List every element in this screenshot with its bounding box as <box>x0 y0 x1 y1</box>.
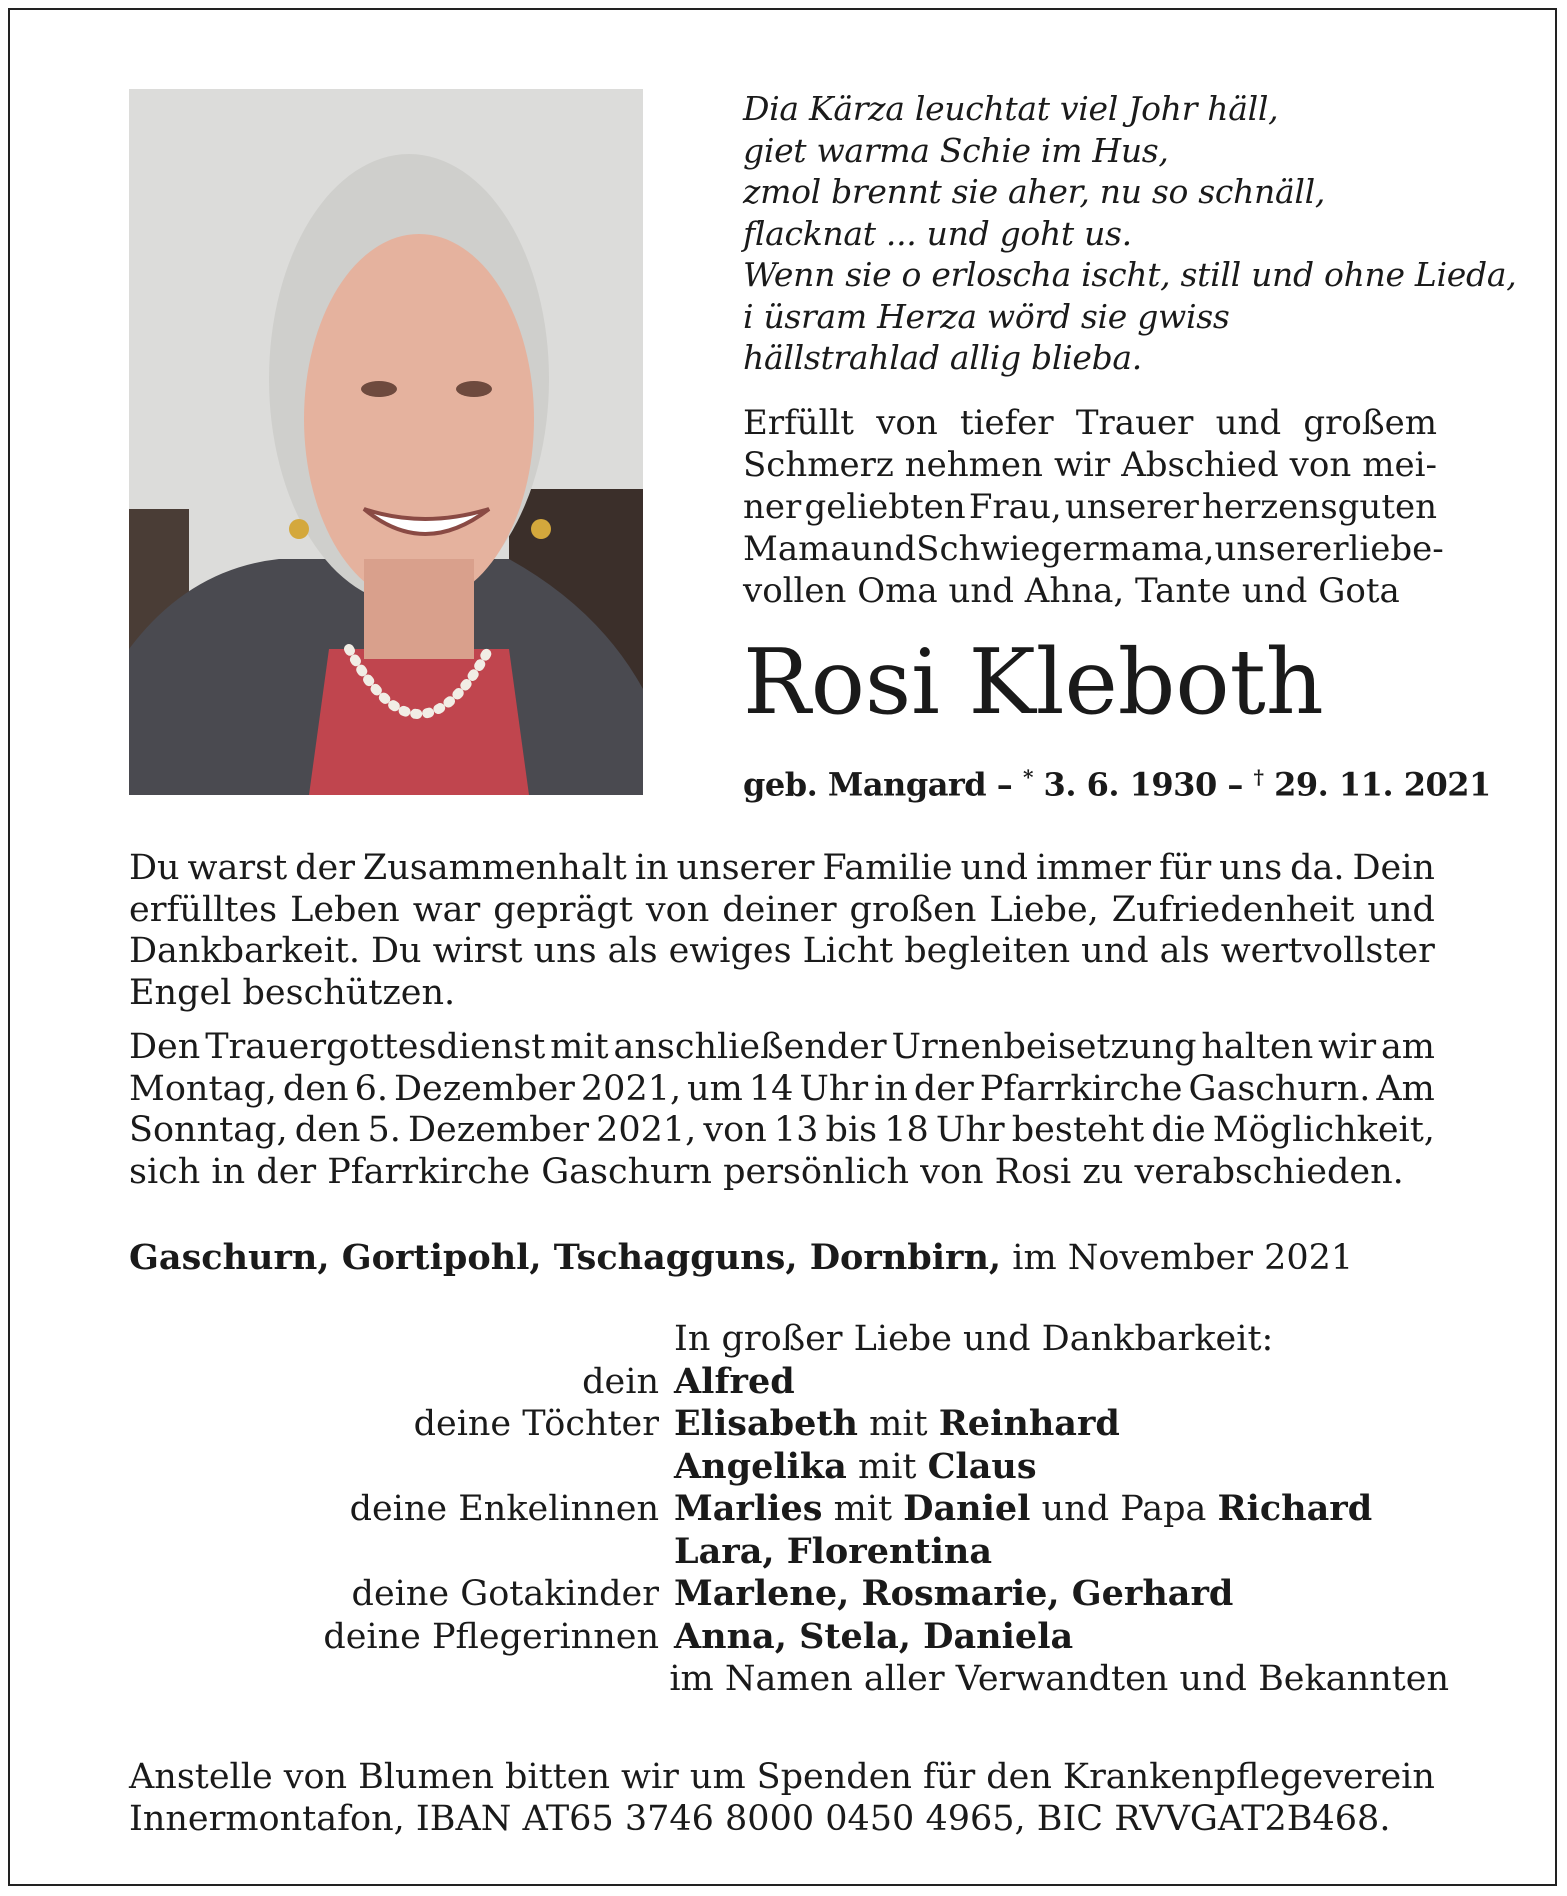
word: großem <box>1303 403 1437 443</box>
relative-name: Reinhard <box>938 1403 1120 1444</box>
family-heading: In großer Liebe und Dankbarkeit: <box>674 1319 1274 1359</box>
word: wir <box>1318 1027 1377 1067</box>
word: Montag, <box>129 1068 277 1109</box>
word: mei- <box>1362 445 1437 485</box>
word: den <box>986 1757 1052 1797</box>
tribute-paragraph <box>129 848 1435 1014</box>
towns: Gaschurn, Gortipohl, Tschagguns, Dornbirn, <box>129 1237 1002 1278</box>
poem-line: Wenn sie o erloscha ischt, still und ohne Lieda, <box>743 255 1517 294</box>
paragraph-line <box>129 848 1435 890</box>
blouse <box>309 649 529 795</box>
word: Dezember <box>393 1068 575 1109</box>
relation-label: dein <box>582 1361 659 1402</box>
word: Trauergottesdienst <box>205 1027 546 1067</box>
connector-text: mit <box>846 1446 928 1487</box>
family-row <box>129 1446 1449 1489</box>
word: Pfarrkirche <box>979 1068 1183 1109</box>
family-heading-row <box>129 1318 1449 1361</box>
word: um <box>687 1068 743 1109</box>
portrait-photo-icon <box>129 89 643 795</box>
word: wertvollster <box>1220 931 1435 971</box>
word: Gaschurn. <box>1188 1068 1371 1109</box>
maiden-name: geb. Mangard – <box>743 765 1013 804</box>
donation-note <box>129 1757 1435 1840</box>
portrait-photo <box>129 89 643 795</box>
family-list <box>129 1318 1449 1701</box>
word: Zufriedenheit <box>1111 889 1355 930</box>
neck <box>364 559 474 659</box>
relative-names <box>674 1446 1449 1489</box>
word: uns <box>533 931 597 971</box>
word: Abschied <box>1121 445 1279 485</box>
poem-line: flacknat ... und goht us. <box>743 213 1132 253</box>
relative-names <box>669 1658 1449 1701</box>
word: 2021, <box>596 1110 697 1150</box>
deceased-name: Rosi Kleboth <box>743 630 1324 735</box>
word: der <box>295 848 355 888</box>
family-row <box>129 1531 1449 1574</box>
word: und <box>850 529 917 569</box>
connector-text: mit <box>822 1489 904 1529</box>
relation-label: deine Töchter <box>413 1404 659 1444</box>
intro-line <box>743 528 1444 570</box>
word: wirst <box>432 931 523 971</box>
word: uns <box>1219 848 1283 888</box>
word: Zusammenhalt <box>362 848 627 888</box>
word: 5. <box>367 1110 401 1150</box>
relative-name: Richard <box>1217 1488 1373 1529</box>
relative-name: Alfred <box>674 1360 795 1402</box>
earring-right <box>531 519 551 539</box>
relative-names <box>674 1531 1449 1574</box>
intro-line <box>743 486 1437 528</box>
word: als <box>607 931 658 971</box>
relative-name: Anna, Stela, Daniela <box>674 1615 1074 1657</box>
word: 14 <box>748 1068 794 1109</box>
family-row <box>129 1573 1449 1616</box>
word: mit <box>550 1027 609 1067</box>
word: Sonntag, <box>129 1110 288 1150</box>
word: von <box>283 1757 348 1797</box>
word: Blumen <box>358 1757 494 1797</box>
word: ner <box>743 487 802 527</box>
connector-text: im Namen aller Verwandten und Bekannten <box>669 1659 1449 1699</box>
word: anschließender <box>613 1027 887 1067</box>
word: immer <box>1036 848 1152 888</box>
word: den <box>294 1110 361 1150</box>
relative-names <box>674 1361 1449 1404</box>
died-symbol: † <box>1253 765 1264 789</box>
face <box>304 234 534 604</box>
family-rows <box>129 1361 1449 1701</box>
relative-name: Claus <box>927 1445 1037 1487</box>
word: und <box>960 848 1029 888</box>
word: besteht <box>1011 1110 1145 1150</box>
word: unserer <box>1064 487 1199 527</box>
word: Uhr <box>935 1110 1005 1150</box>
poem-line: giet warma Schie im Hus, <box>743 130 1169 170</box>
family-row <box>129 1361 1449 1404</box>
word: Möglichkeit, <box>1212 1110 1435 1150</box>
word: bis <box>825 1110 878 1150</box>
left-eye <box>361 381 397 397</box>
word: von <box>645 889 710 930</box>
connector-text: und Papa <box>1030 1489 1218 1529</box>
poem-line: zmol brennt sie aher, nu so schnäll, <box>743 172 1326 211</box>
intro-text <box>743 402 1444 612</box>
word: Den <box>129 1027 201 1067</box>
intro-line <box>743 402 1437 444</box>
word: in <box>874 1068 908 1109</box>
word: Anstelle <box>129 1757 273 1797</box>
word: Leben <box>290 889 400 930</box>
word: herzensguten <box>1202 487 1437 527</box>
word: Urnenbeisetzung <box>891 1027 1197 1067</box>
earring <box>289 519 309 539</box>
word: geprägt <box>493 889 633 930</box>
paragraph-line <box>129 1027 1435 1069</box>
word: den <box>282 1068 349 1109</box>
word: Du <box>371 931 422 971</box>
word: war <box>412 889 481 930</box>
paragraph-line <box>129 890 1435 932</box>
word: bitten <box>505 1757 610 1797</box>
death-date: 29. 11. 2021 <box>1263 765 1491 804</box>
relative-name: Elisabeth <box>674 1403 859 1444</box>
word: begleiten <box>904 931 1071 971</box>
word: deiner <box>722 889 837 930</box>
word: am <box>1380 1027 1435 1067</box>
poem-line: Dia Kärza leuchtat viel Johr häll, <box>743 89 1279 128</box>
relative-names <box>674 1488 1449 1531</box>
word: Krankenpflegeverein <box>1062 1757 1435 1797</box>
word: 6. <box>354 1068 388 1109</box>
donation-line <box>129 1757 1435 1799</box>
relative-name: Marlies <box>674 1488 823 1529</box>
word: in <box>634 848 669 888</box>
word: Schwiegermama, <box>916 529 1215 569</box>
word: Liebe, <box>989 889 1099 930</box>
life-dates <box>743 765 1491 804</box>
word: wir <box>621 1757 679 1797</box>
word: die <box>1151 1110 1206 1150</box>
intro-line-last: vollen Oma und Ahna, Tante und Gota <box>743 571 1400 611</box>
word: da. <box>1290 848 1345 888</box>
word: und <box>1367 889 1435 930</box>
word: Dein <box>1352 848 1435 888</box>
poem <box>743 88 1517 379</box>
birth-date: 3. 6. 1930 – <box>1032 765 1243 804</box>
donation-line-last: Innermontafon, IBAN AT65 3746 8000 0450 4965, BIC RVVGAT2B468. <box>129 1798 1391 1839</box>
word: Dankbarkeit. <box>129 931 360 971</box>
word: 18 <box>884 1110 929 1150</box>
relative-names <box>674 1403 1449 1446</box>
relation-label <box>129 1446 674 1489</box>
word: Am <box>1376 1068 1435 1109</box>
word: ewiges <box>668 931 792 971</box>
poem-line: hällstrahlad allig blieba. <box>743 338 1142 377</box>
place-and-date <box>129 1237 1353 1278</box>
right-eye <box>456 381 492 397</box>
relation-label: deine Pflegerinnen <box>323 1616 659 1657</box>
relative-names <box>674 1616 1449 1659</box>
relative-name: Lara, Florentina <box>674 1530 993 1572</box>
relation-label <box>129 1531 674 1574</box>
paragraph-line-last: sich in der Pfarrkirche Gaschurn persönlich von Rosi zu verabschieden. <box>129 1151 1404 1192</box>
word: unserer <box>1214 529 1349 569</box>
word: von <box>876 403 938 443</box>
word: Mama <box>743 529 851 569</box>
word: warst <box>187 848 288 888</box>
family-row <box>129 1616 1449 1659</box>
relative-name: Daniel <box>903 1488 1031 1529</box>
word: 2021, <box>580 1068 682 1109</box>
paragraph-line-last: Engel beschützen. <box>129 972 456 1013</box>
word: Spenden <box>756 1757 912 1797</box>
word: und <box>1081 931 1149 971</box>
paragraph-line <box>129 1069 1435 1111</box>
word: und <box>1215 403 1282 443</box>
word: nehmen <box>904 445 1043 485</box>
notice-date: im November 2021 <box>1001 1238 1354 1278</box>
born-symbol: * <box>1022 765 1033 789</box>
relative-name: Angelika <box>674 1445 847 1487</box>
poem-line: i üsram Herza wörd sie gwiss <box>743 296 1230 336</box>
family-row <box>129 1403 1449 1446</box>
word: Erfüllt <box>743 403 854 443</box>
word: erfülltes <box>129 889 278 930</box>
relative-name: Marlene, Rosmarie, Gerhard <box>674 1573 1234 1614</box>
word: unserer <box>676 848 815 888</box>
word: für <box>1158 848 1212 888</box>
paragraph-line <box>129 931 1435 973</box>
word: geliebten <box>804 487 966 527</box>
word: Uhr <box>799 1068 869 1109</box>
service-paragraph <box>129 1027 1435 1193</box>
family-row <box>129 1488 1449 1531</box>
relation-label <box>129 1658 669 1701</box>
word: Licht <box>802 931 894 971</box>
connector-text: mit <box>858 1404 939 1444</box>
relation-label: deine Gotakinder <box>351 1574 659 1614</box>
word: um <box>689 1757 746 1797</box>
word: liebe- <box>1348 529 1444 569</box>
word: von <box>703 1110 767 1150</box>
word: Frau, <box>968 487 1062 527</box>
word: großen <box>849 889 977 930</box>
paragraph-line <box>129 1110 1435 1152</box>
word: der <box>913 1068 974 1109</box>
word: Dezember <box>408 1110 589 1150</box>
word: Familie <box>822 848 953 888</box>
family-row <box>129 1658 1449 1701</box>
word: tiefer <box>960 403 1054 443</box>
word: wir <box>1053 445 1111 485</box>
word: von <box>1289 445 1352 485</box>
word: halten <box>1201 1027 1314 1067</box>
relation-label: deine Enkelinnen <box>349 1489 659 1529</box>
word: 13 <box>773 1110 819 1150</box>
word: für <box>922 1757 976 1797</box>
word: Schmerz <box>743 445 894 485</box>
word: als <box>1159 931 1210 971</box>
word: Du <box>129 848 180 888</box>
intro-line <box>743 444 1437 486</box>
relative-names <box>674 1573 1449 1616</box>
word: Trauer <box>1075 403 1194 443</box>
